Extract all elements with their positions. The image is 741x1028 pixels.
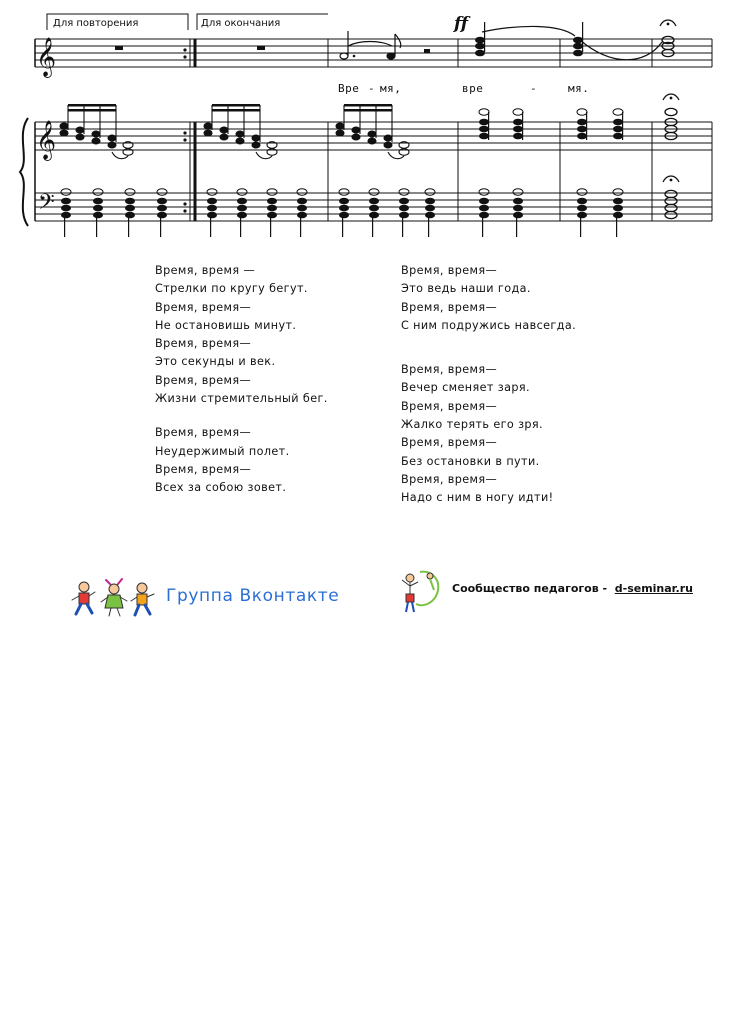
lyric-syllable: мя, (380, 82, 402, 95)
lyric-syllable: мя. (568, 82, 590, 95)
d-seminar-footer (400, 566, 730, 616)
verse-line: Время, время— (401, 300, 498, 314)
verse-line: Это секунды и век. (155, 355, 276, 369)
verse-line: Время, время— (155, 426, 252, 440)
verse-line: Без остановки в пути. (401, 454, 540, 468)
verse-line: Всех за собою зовет. (155, 481, 287, 495)
voice-staff (35, 39, 712, 67)
stanza-gap (155, 408, 328, 424)
verse-line: Не остановишь минут. (155, 318, 297, 332)
lyric-hyphen: - (368, 82, 376, 95)
volta-repeat-label: Для повторения (53, 18, 139, 29)
community-caption (452, 582, 693, 595)
music-staves (0, 0, 741, 245)
verse-line: Время, время— (401, 264, 498, 277)
lyric-syllable: Вре (338, 82, 360, 95)
lyric-hyphen: - (530, 82, 538, 95)
d-seminar-link[interactable]: d-seminar.ru (614, 582, 693, 595)
verse-line: Жизни стремительный бег. (155, 392, 328, 406)
verse-line: Надо с ним в ногу идти! (401, 491, 554, 505)
verse-line: Время, время— (401, 363, 498, 377)
verse-line: Время, время— (155, 337, 252, 351)
treble-clef-icon: 𝄞 (36, 37, 57, 77)
sheet-music (0, 0, 741, 245)
community-prefix: Сообщество педагогов - (452, 582, 608, 595)
vk-group-label[interactable]: Группа Вконтакте (166, 586, 340, 606)
lyric-syllable: вре (462, 82, 484, 95)
piano-treble-chords (479, 94, 679, 140)
volta-ending-label: Для окончания (201, 18, 281, 29)
verse-line: Время, время— (401, 436, 498, 450)
verse-line: Это ведь наши года. (401, 282, 531, 296)
verse-line: Жалко терять его зря. (401, 418, 544, 432)
verse-line: Время, время— (155, 462, 252, 476)
verse-line: С ним подружись навсегда. (401, 318, 577, 332)
verse-line: Стрелки по кругу бегут. (155, 282, 308, 296)
bass-clef-icon: 𝄢 (38, 190, 55, 220)
vk-group-link[interactable] (70, 578, 370, 618)
verse-line: Вечер сменяет заря. (401, 381, 530, 395)
verse-line: Время, время— (401, 472, 498, 486)
dynamic-fortissimo: ff (454, 14, 469, 34)
verse-line: Время, время— (155, 300, 252, 314)
verse-line: Время, время — (155, 264, 256, 277)
stanza-gap (401, 335, 576, 361)
verse-line: Время, время— (401, 399, 498, 413)
verse-right (401, 262, 576, 508)
verse-line: Неудержимый полет. (155, 444, 290, 458)
running-kids-icon (70, 578, 162, 618)
verse-left (155, 262, 328, 498)
treble-clef-icon-2: 𝄞 (36, 120, 57, 160)
clefs (36, 37, 56, 220)
verse-line: Время, время— (155, 373, 252, 387)
barlines (190, 39, 712, 221)
teachers-community-logo-icon (400, 566, 446, 616)
